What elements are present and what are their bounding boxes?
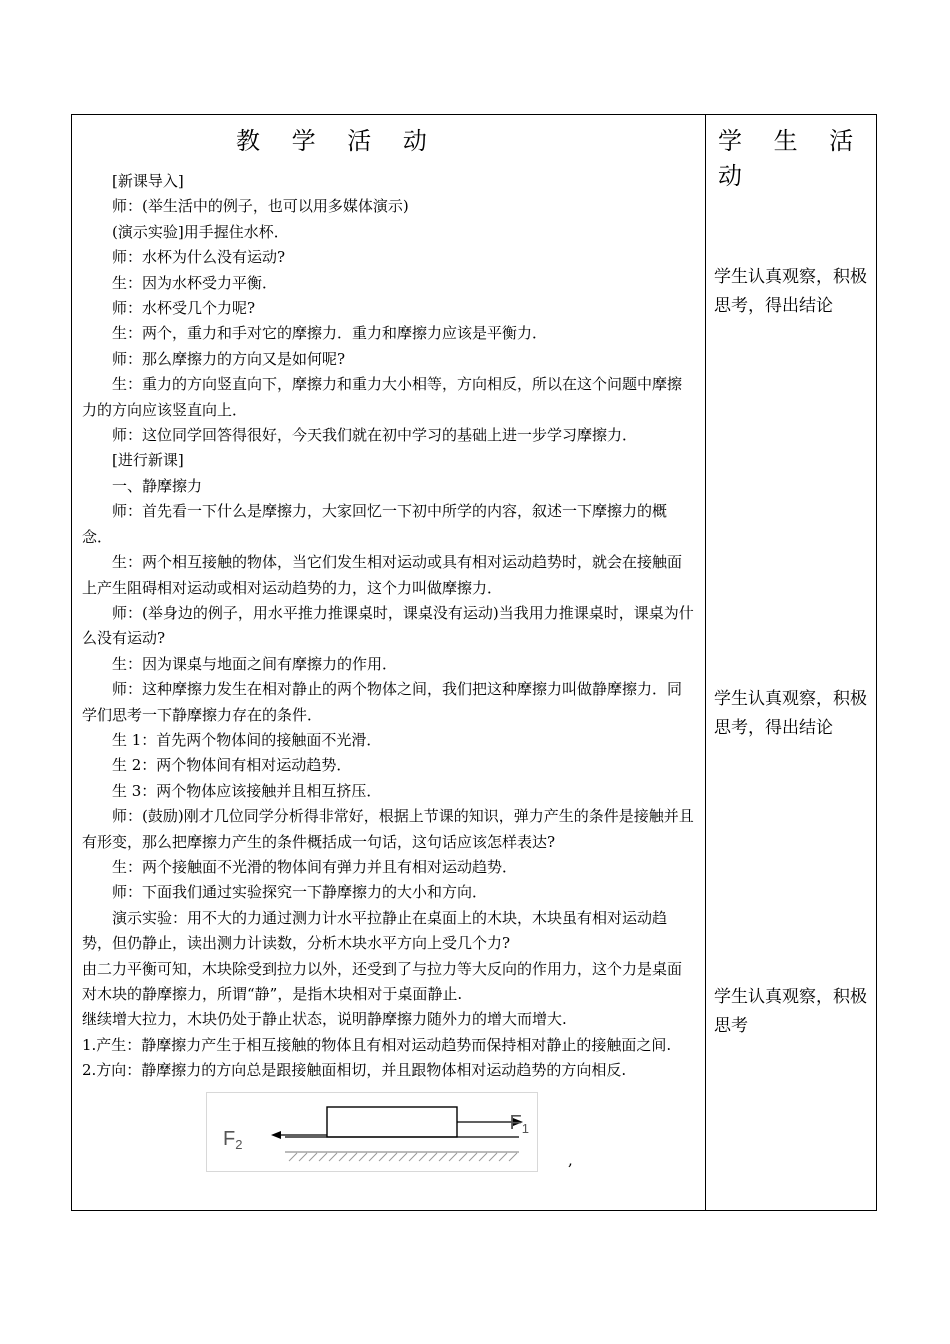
line: 师：(举身边的例子，用水平推力推课桌时，课桌没有运动)当我用力推课桌时，课桌为什么没有运动? <box>82 603 694 648</box>
line: 师：(举生活中的例子，也可以用多媒体演示) <box>112 197 409 216</box>
lesson-table <box>71 114 877 1211</box>
line: 师：那么摩擦力的方向又是如何呢? <box>112 349 346 368</box>
ground-hatch <box>289 1153 517 1161</box>
student-note-2: 学生认真观察，积极思考，得出结论 <box>714 689 867 738</box>
line: 师：下面我们通过实验探究一下静摩擦力的大小和方向． <box>112 883 488 902</box>
line: [新课导入] <box>112 172 184 190</box>
line: 师：(鼓励)刚才几位同学分析得非常好，根据上节课的知识，弹力产生的条件是接触并且有形变，那么把摩擦力产生的条件概括成一句话，这句话应该怎样表达? <box>82 807 694 851</box>
student-note-3: 学生认真观察，积极思考 <box>714 987 867 1036</box>
line: 演示实验：用不大的力通过测力计水平拉静止在桌面上的木块，木块虽有相对运动趋势，但仍静止，读出测力计读数，分析木块水平方向上受几个力? <box>82 908 668 953</box>
f1-subscript: 1 <box>521 1120 529 1136</box>
line: (演示实验]用手握住水杯． <box>112 222 289 241</box>
line: 生：两个相互接触的物体，当它们发生相对运动或具有相对运动趋势时，就会在接触面上产生阻碍相对运动或相对运动趋势的力，这个力叫做摩擦力． <box>82 553 683 597</box>
line: 继续增大拉力，木块仍处于静止状态，说明静摩擦力随外力的增大而增大. <box>82 1010 567 1029</box>
line: 一、静摩擦力 <box>112 476 203 495</box>
figure-comma: , <box>568 1150 573 1169</box>
line: 师：这种摩擦力发生在相对静止的两个物体之间，我们把这种摩擦力叫做静摩擦力．同学们思考一下静摩擦力存在的条件． <box>82 680 683 724</box>
line: 生 3：两个物体应该接触并且相互挤压． <box>112 781 382 800</box>
line: 师：水杯受几个力呢? <box>112 299 256 318</box>
teaching-activity-header: 教 学 活 动 <box>236 127 439 155</box>
block <box>327 1107 457 1137</box>
f2-subscript: 2 <box>235 1136 243 1152</box>
line: 生 2：两个物体间有相对运动趋势． <box>112 756 352 775</box>
f2-label: $F_2$ <box>223 1127 243 1152</box>
line: 师：这位同学回答得很好，今天我们就在初中学习的基础上进一步学习摩擦力． <box>112 426 638 445</box>
line: 师：首先看一下什么是摩擦力，大家回忆一下初中所学的内容，叙述一下摩擦力的概念． <box>82 502 668 546</box>
line: 生：因为课桌与地面之间有摩擦力的作用． <box>112 654 398 673</box>
force-diagram-svg <box>207 1093 537 1171</box>
student-note-1: 学生认真观察，积极思考，得出结论 <box>714 267 867 316</box>
line: 生：两个，重力和手对它的摩擦力．重力和摩擦力应该是平衡力． <box>112 324 548 343</box>
line: 由二力平衡可知，木块除受到拉力以外，还受到了与拉力等大反向的作用力，这个力是桌面对木块的静摩擦力，所谓“静”，是指木块相对于桌面静止. <box>82 959 683 1003</box>
line: 2.方向：静摩擦力的方向总是跟接触面相切，并且跟物体相对运动趋势的方向相反. <box>82 1061 627 1080</box>
student-activity-header: 学 生 活 动 <box>718 127 866 190</box>
line: 生：因为水杯受力平衡． <box>112 273 278 292</box>
force-diagram-frame <box>206 1092 538 1172</box>
line: 生：两个接触面不光滑的物体间有弹力并且有相对运动趋势． <box>112 857 518 876</box>
column-divider <box>705 115 706 1210</box>
line: 师：水杯为什么没有运动? <box>112 248 286 267</box>
f2-arrowhead <box>271 1131 281 1139</box>
line: 1.产生：静摩擦力产生于相互接触的物体且有相对运动趋势而保持相对静止的接触面之间. <box>82 1035 672 1054</box>
force-diagram <box>206 1092 573 1176</box>
line: 生 1：首先两个物体间的接触面不光滑． <box>112 730 382 749</box>
teaching-content <box>82 169 696 1176</box>
f1-label: $F_1$ <box>509 1111 529 1136</box>
line: [进行新课] <box>112 451 184 470</box>
line: 生：重力的方向竖直向下，摩擦力和重力大小相等，方向相反，所以在这个问题中摩擦力的方向应该竖直向上． <box>82 375 683 419</box>
